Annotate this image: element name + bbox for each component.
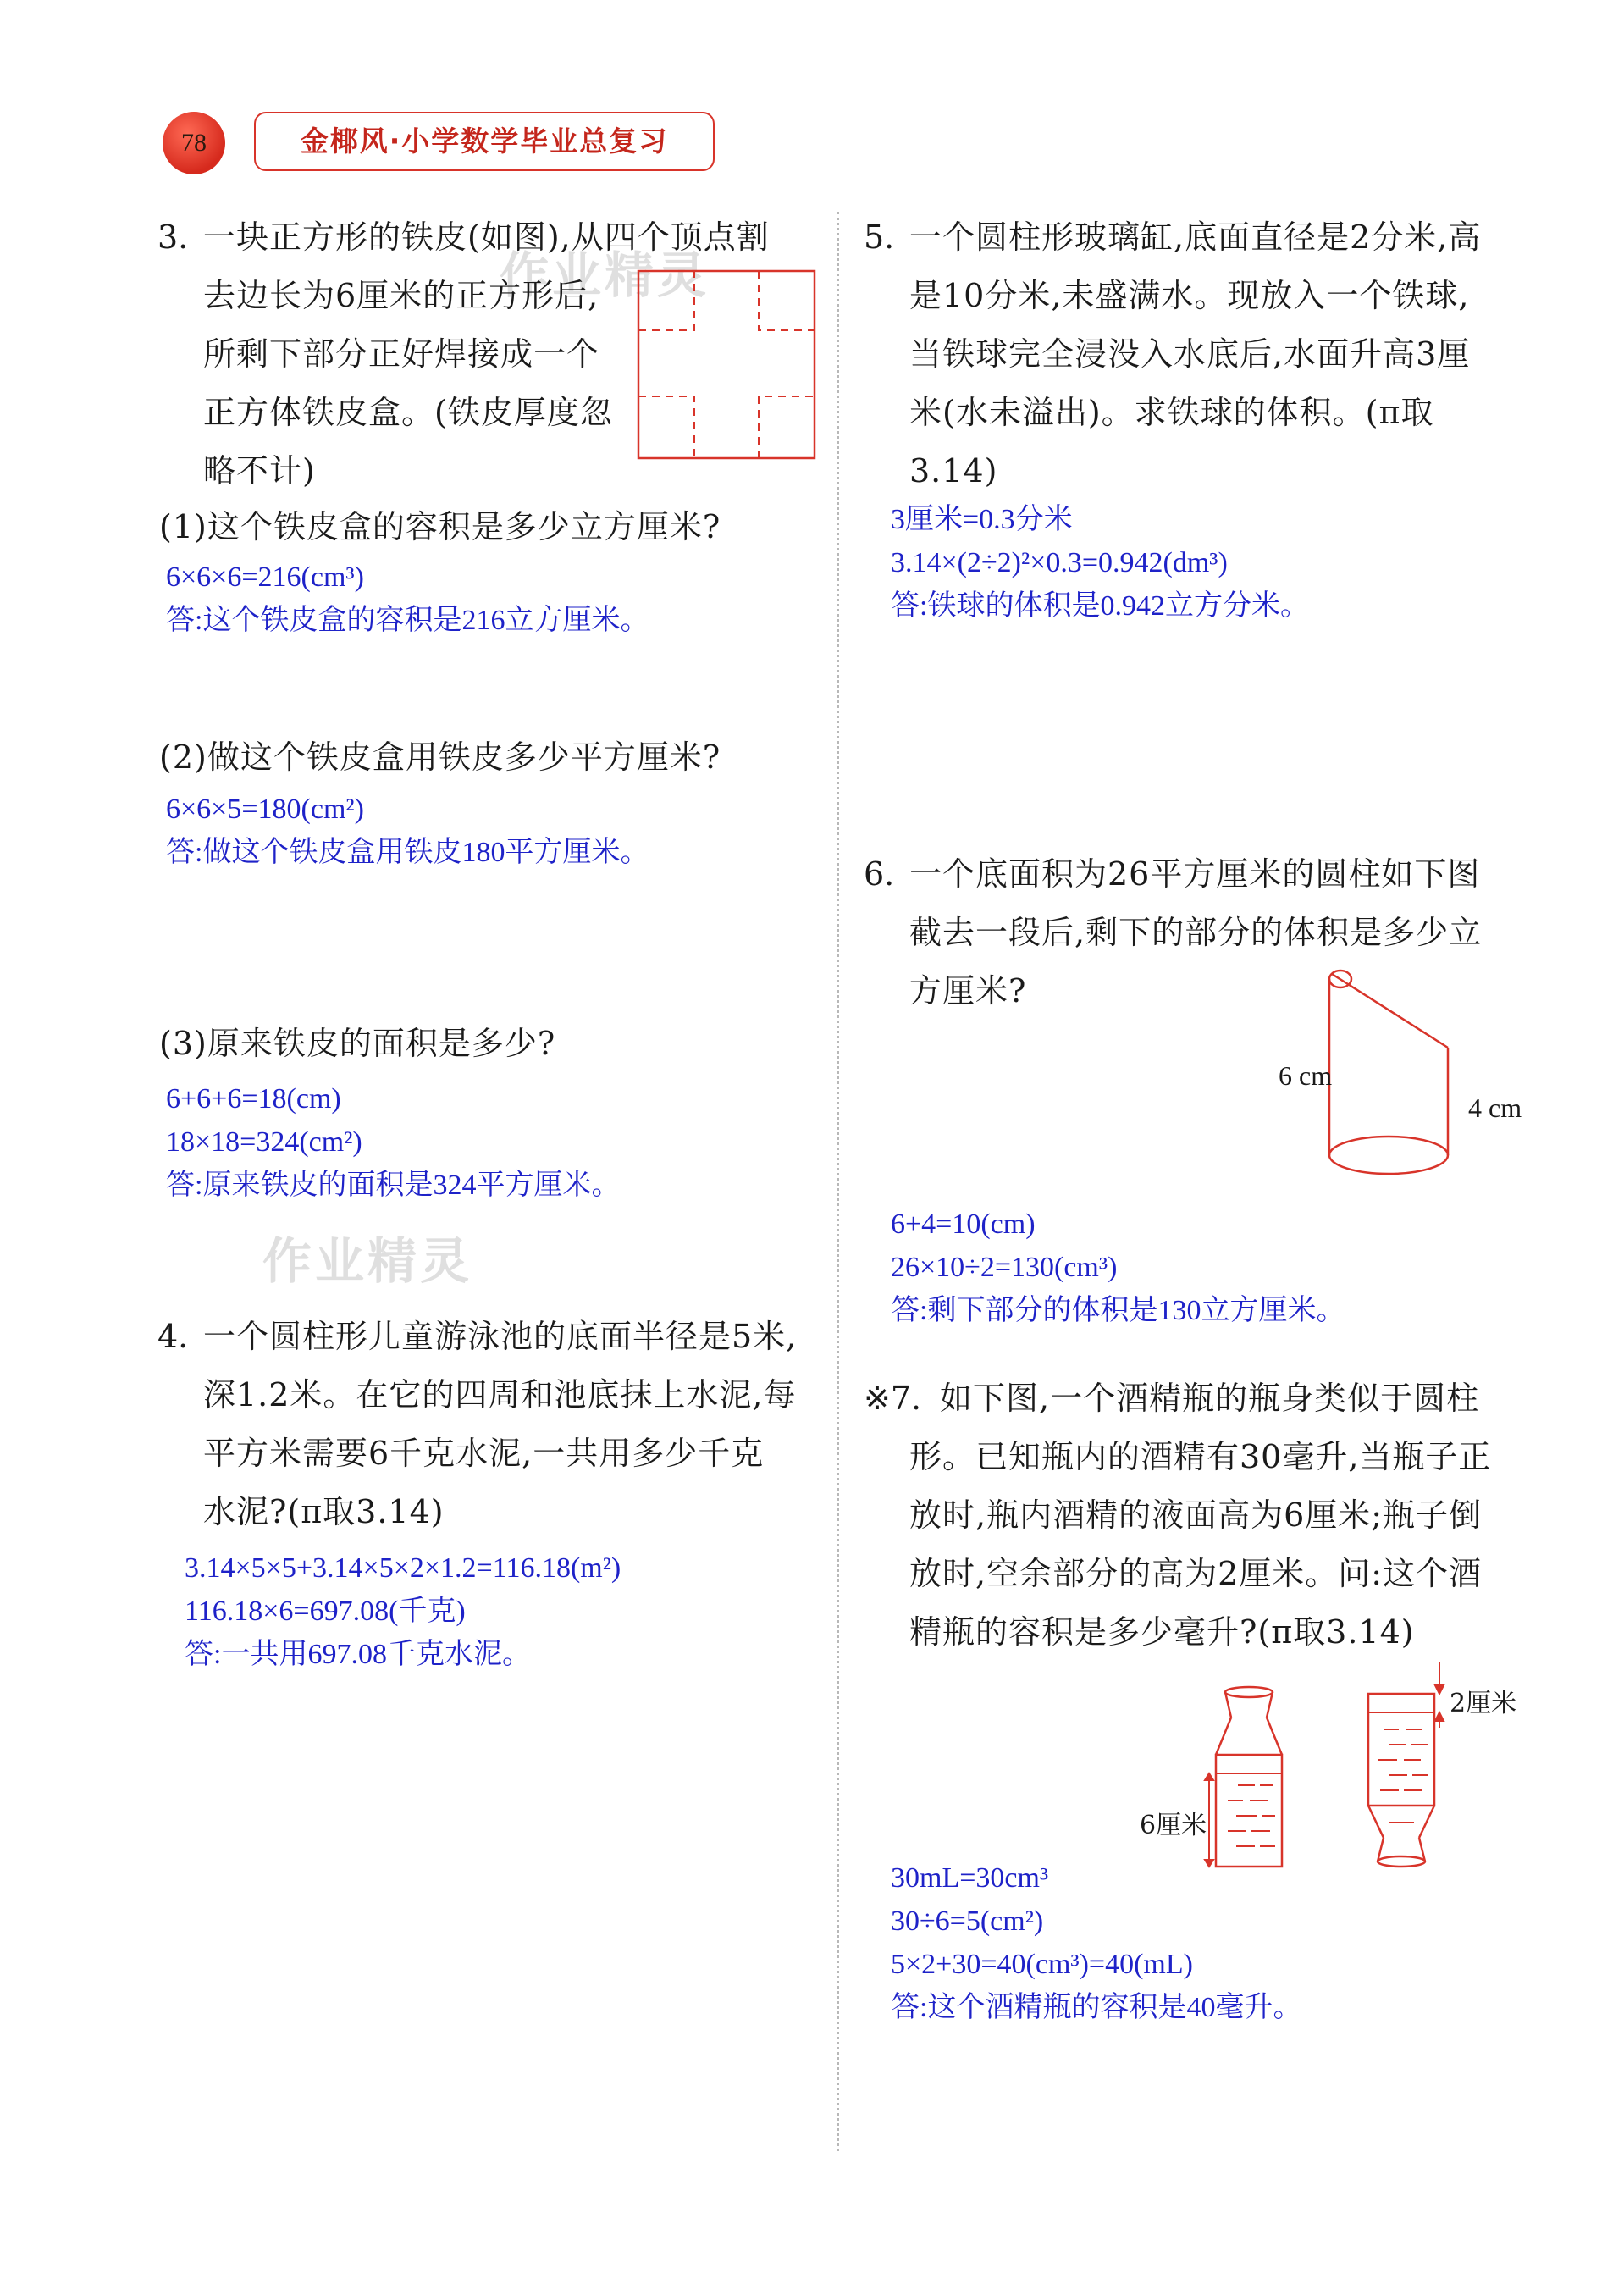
answer-line: 30mL=30cm³: [891, 1862, 1049, 1894]
question-3-part-2: (2)做这个铁皮盒用铁皮多少平方厘米?: [159, 738, 721, 776]
answer-line: 答:做这个铁皮盒用铁皮180平方厘米。: [166, 837, 649, 868]
question-3-part-3-answer: [166, 1077, 620, 1207]
question-4-line: 深1.2米。在它的四周和池底抹上水泥,每: [203, 1376, 797, 1413]
question-4-line: 水泥?(π取3.14): [203, 1493, 445, 1530]
question-5-line: 当铁球完全浸没入水底后,水面升高3厘: [909, 335, 1471, 373]
answer-line: 116.18×6=697.08(千克): [185, 1596, 466, 1627]
square-sheet-figure: [637, 269, 816, 460]
page-number: 78: [181, 129, 207, 157]
book-title-box: [254, 112, 715, 171]
question-6-line: 截去一段后,剩下的部分的体积是多少立: [909, 914, 1483, 951]
question-6-line: 方厘米?: [909, 972, 1027, 1010]
question-3-line: 所剩下部分正好焊接成一个: [203, 335, 600, 373]
question-3-line: 去边长为6厘米的正方形后,: [203, 277, 599, 314]
figure-label-right-height: 4 cm: [1468, 1092, 1522, 1123]
question-5-answer: [891, 498, 1309, 628]
question-4-number: 4.: [157, 1318, 189, 1355]
answer-line: 答:这个酒精瓶的容积是40毫升。: [891, 1992, 1302, 2023]
answer-line: 6+4=10(cm): [891, 1209, 1036, 1240]
question-6-line: 一个底面积为26平方厘米的圆柱如下图: [909, 855, 1481, 893]
answer-line: 3.14×(2÷2)²×0.3=0.942(dm³): [891, 547, 1228, 578]
column-divider: [837, 212, 839, 2151]
question-5-line: 一个圆柱形玻璃缸,底面直径是2分米,高: [909, 218, 1482, 256]
answer-line: 6+6+6=18(cm): [166, 1083, 341, 1115]
question-4-line: 平方米需要6千克水泥,一共用多少千克: [203, 1435, 765, 1472]
question-4-answer: [185, 1546, 621, 1676]
truncated-cylinder-figure: [1321, 965, 1456, 1186]
figure-label-left-height: 6 cm: [1279, 1060, 1333, 1091]
question-3-line: 一块正方形的铁皮(如图),从四个顶点割: [203, 218, 770, 256]
question-5-number: 5.: [864, 218, 895, 256]
answer-line: 18×18=324(cm²): [166, 1126, 362, 1158]
answer-line: 6×6×6=216(cm³): [166, 561, 364, 593]
question-6-answer: [891, 1203, 1345, 1332]
answer-line: 5×2+30=40(cm³)=40(mL): [891, 1949, 1193, 1980]
answer-line: 答:这个铁皮盒的容积是216立方厘米。: [166, 605, 649, 636]
figure-label-inverted-gap: 2厘米: [1450, 1689, 1517, 1718]
question-3-part-3: (3)原来铁皮的面积是多少?: [159, 1025, 556, 1062]
question-7-number: ※7.: [864, 1380, 922, 1417]
question-5-line: 3.14): [909, 452, 998, 490]
answer-line: 3厘米=0.3分米: [891, 504, 1073, 535]
question-3-line: 正方体铁皮盒。(铁皮厚度忽: [203, 394, 613, 431]
answer-line: 30÷6=5(cm²): [891, 1906, 1044, 1937]
question-6-number: 6.: [864, 855, 895, 893]
question-7-line: 精瓶的容积是多少毫升?(π取3.14): [909, 1613, 1415, 1651]
question-7-line: 形。已知瓶内的酒精有30毫升,当瓶子正: [909, 1438, 1492, 1475]
question-7-answer: [891, 1856, 1301, 2029]
question-7-line: 放时,瓶内酒精的液面高为6厘米;瓶子倒: [909, 1496, 1483, 1534]
question-3-line: 略不计): [203, 452, 316, 490]
answer-line: 答:剩下部分的体积是130立方厘米。: [891, 1295, 1345, 1326]
bottle-inverted-figure: [1355, 1660, 1448, 1872]
watermark: 作业精灵: [500, 246, 710, 304]
answer-line: 答:原来铁皮的面积是324平方厘米。: [166, 1170, 621, 1201]
question-7-line: 放时,空余部分的高为2厘米。问:这个酒: [909, 1555, 1483, 1592]
question-3-number: 3.: [157, 218, 189, 256]
figure-label-upright-height: 6厘米: [1140, 1811, 1207, 1840]
bottle-upright-figure: [1202, 1685, 1295, 1872]
watermark: 作业精灵: [262, 1232, 473, 1290]
question-5-line: 是10分米,未盛满水。现放入一个铁球,: [909, 277, 1470, 314]
answer-line: 26×10÷2=130(cm³): [891, 1252, 1118, 1283]
page-number-badge: [163, 112, 225, 174]
answer-line: 3.14×5×5+3.14×5×2×1.2=116.18(m²): [185, 1552, 621, 1584]
answer-line: 6×6×5=180(cm²): [166, 794, 364, 825]
question-3-part-1-answer: [166, 556, 649, 642]
question-3-part-1: (1)这个铁皮盒的容积是多少立方厘米?: [159, 508, 721, 545]
question-3-part-2-answer: [166, 788, 649, 874]
question-7-line: 如下图,一个酒精瓶的瓶身类似于圆柱: [940, 1380, 1480, 1417]
book-title: 金椰风·小学数学毕业总复习: [300, 124, 669, 158]
answer-line: 答:一共用697.08千克水泥。: [185, 1639, 531, 1670]
answer-line: 答:铁球的体积是0.942立方分米。: [891, 590, 1309, 622]
question-5-line: 米(水未溢出)。求铁球的体积。(π取: [909, 394, 1434, 431]
question-4-line: 一个圆柱形儿童游泳池的底面半径是5米,: [203, 1318, 798, 1355]
